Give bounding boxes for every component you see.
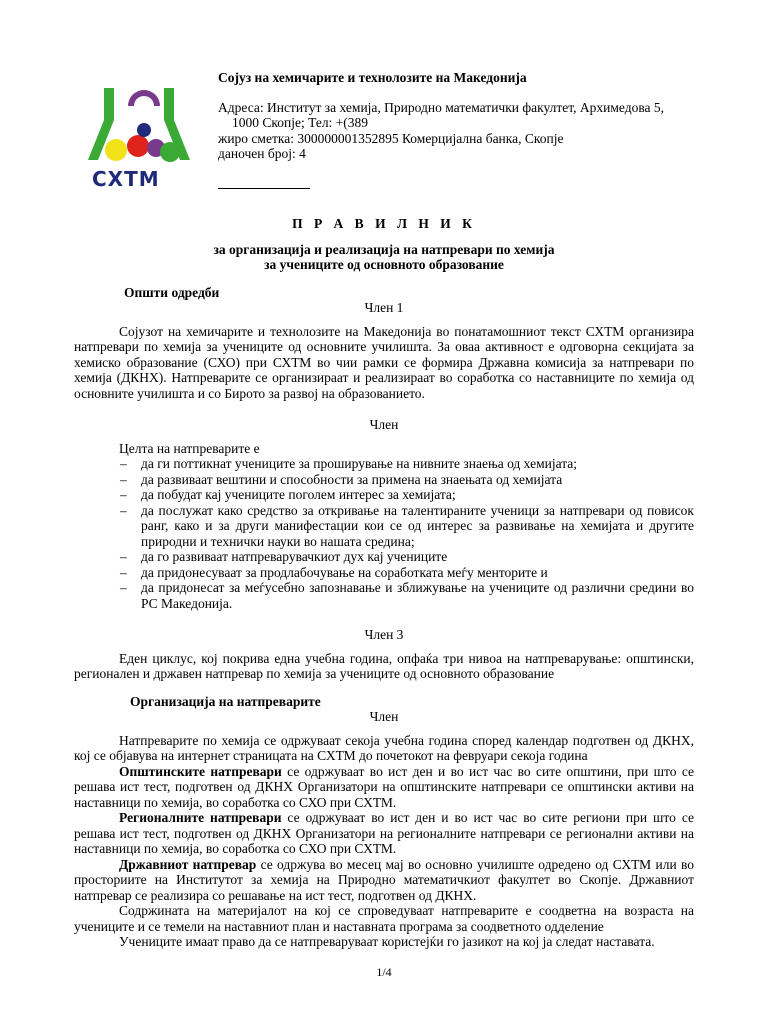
- article-3-text: Еден циклус, кој покрива една учебна година, опфаќа три нивоа на натпреварување: општински, регионален и државен натпревар по хемија за учениците од основното образование: [74, 650, 694, 681]
- section-general: Општи одредби: [124, 284, 220, 300]
- green-ball: [160, 142, 180, 162]
- bank-account: жиро сметка: 300000001352895 Комерцијална банка, Скопје: [218, 130, 564, 146]
- article-4-text: Натпреварите по хемија се одржуваат секоја учебна година според календар подготвен од ДКНХ, кој се објавува на интернет страницата на СХТМ до почетокот на февруари секоја година: [74, 732, 694, 763]
- article-2-heading: Член: [369, 417, 399, 432]
- list-item: – да побудат кај учениците поголем интерес за хемијата;: [120, 487, 456, 502]
- list-item: – да придонесуваат за продлабочување на соработката меѓу менторите и: [120, 564, 548, 580]
- address-line-2: 1000 Скопје; Тел: +(389: [232, 115, 369, 130]
- list-item: – да го развиваат натпреварувачкиот дух кај учениците: [120, 549, 448, 564]
- goals-intro: Целта на натпреварите е: [119, 440, 260, 456]
- blue-ball: [137, 123, 151, 137]
- logo-text: СХТМ: [92, 167, 160, 190]
- doc-subtitle-1: за организација и реализација на натпревари по хемија: [213, 241, 555, 257]
- page-number: 1/4: [376, 965, 392, 979]
- address-line-1: Адреса: Институт за хемија, Природно математички факултет, Архимедова 5,: [218, 99, 665, 115]
- chtm-logo: [84, 86, 194, 190]
- red-ball: [127, 135, 149, 157]
- list-item: – да послужат како средство за откривање на талентираните ученици за натпревари од повисок ранг, како и за други манифестации кои се од интерес за развивање на хемијата и другите природни и технички науки во нашата средина;: [120, 502, 694, 549]
- purple-arc: [128, 90, 160, 106]
- article-1-heading: Член 1: [364, 300, 404, 315]
- doc-subtitle-2: за учениците од основното образование: [264, 257, 504, 272]
- article-3-heading: Член 3: [364, 627, 404, 642]
- language-paragraph: Учениците имаат право да се натпреваруваат користејќи го јазикот на кој ја следат наставата.: [119, 934, 655, 949]
- letterhead: [218, 70, 718, 162]
- materials-paragraph: Содржината на материјалот на кој се спроведуваат натпреварите е соодветна на возраста на учениците и се темели на наставниот план и наставната програма за соодветното одделение: [74, 903, 694, 934]
- tax-number: даночен број: 4: [218, 146, 306, 161]
- yellow-ball: [105, 139, 127, 161]
- state-competition: Државниот натпревар се одржува во месец мај во основно училиште одредено од СХТМ или во просториите на Институтот за хемија на Природно математичкиот факултет во Скопје. Државниот натпревар се реализира со решавање на ист тест, подготвен од ДКНХ.: [74, 856, 694, 903]
- header-rule: [218, 188, 310, 189]
- list-item: – да придонесат за меѓусебно запознавање и зближување на учениците од различни средини во РС Македонија.: [120, 580, 694, 611]
- section-organization: Организација на натпреварите: [130, 693, 321, 709]
- article-1-text: Сојузот на хемичарите и технолозите на Македонија во понатамошниот текст СХТМ организира натпревари по хемија за учениците од основните училишта. За оваа активност е одговорна секцијата за хемиско образование (СХО) при СХТМ во чии рамки се формира Државна комисија за натпревари по хемија (ДКНХ). Натпреварите се организираат и реализираат во соработка со наставниците по хемија од основните училишта и со Бирото за развој на образованието.: [74, 323, 694, 401]
- goals-list: [74, 456, 694, 611]
- regional-competitions: Регионалните натпревари се одржуваат во ист ден и во ист час во сите региони при што се решава ист тест, подготвен од ДКНХ Организатори на регионалните натпревари се регионални активи на наставници по хемија, во соработка со СХО при СХТМ.: [74, 810, 694, 856]
- list-item: – да ги поттикнат учениците за проширување на нивните знаења од хемијата;: [120, 456, 578, 471]
- municipal-competitions: Општинските натпревари се одржуваат во ист ден и во ист час во сите општини, при што се решава ист тест, подготвен од ДКНХ Организатори на општинските натпревари се општински активи на наставници по хемија, во соработка со СХО при СХТМ.: [74, 763, 695, 810]
- article-4-heading: Член: [369, 709, 399, 724]
- document-body: [74, 216, 694, 950]
- doc-title: П Р А В И Л Н И К: [292, 216, 476, 231]
- org-name: Сојуз на хемичарите и технолозите на Македонија: [218, 70, 527, 85]
- list-item: – да развиваат вештини и способности за примена на знаењата од хемијата: [120, 471, 563, 487]
